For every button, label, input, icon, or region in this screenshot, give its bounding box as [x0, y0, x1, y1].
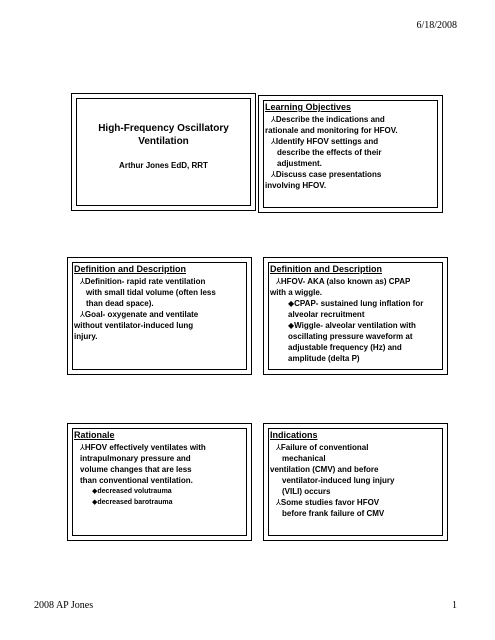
continued-text: injury.: [74, 332, 98, 341]
bullet-text: decreased barotrauma: [97, 499, 173, 506]
continued-text: adjustable frequency (Hz) and: [288, 343, 402, 352]
continued-text: mechanical: [282, 454, 326, 463]
bullet-icon: ⅄: [276, 277, 281, 286]
bullet-icon: ⅄: [80, 310, 85, 319]
continued-text: with a wiggle.: [270, 288, 323, 297]
footer-author-year: 2008 AP Jones: [34, 600, 94, 611]
bullet-icon: ⅄: [271, 170, 276, 179]
slide-heading: Definition and Description: [74, 264, 187, 274]
bullet-icon: ⅄: [271, 115, 276, 124]
bullet-text: decreased volutrauma: [97, 488, 172, 495]
bullet-text: Wiggle- alveolar ventilation with: [294, 321, 416, 330]
slide-heading: Learning Objectives: [265, 102, 352, 112]
slide-heading: Rationale: [74, 430, 115, 440]
diamond-bullet-icon: ◆: [92, 499, 98, 506]
bullet-text: HFOV effectively ventilates with: [84, 443, 206, 452]
bullet-text: Definition- rapid rate ventilation: [84, 277, 206, 286]
continued-text: adjustment.: [277, 159, 322, 168]
header-date: 6/18/2008: [416, 20, 457, 31]
author-name: Arthur Jones EdD, RRT: [119, 161, 208, 170]
continued-text: involving HFOV.: [265, 181, 327, 190]
bullet-icon: ⅄: [271, 137, 276, 146]
continued-text: describe the effects of their: [277, 148, 382, 157]
bullet-text: HFOV- AKA (also known as) CPAP: [280, 277, 411, 286]
bullet-text: Goal- oxygenate and ventilate: [84, 310, 199, 319]
continued-text: before frank failure of CMV: [282, 509, 385, 518]
bullet-icon: ⅄: [80, 443, 85, 452]
continued-text: rationale and monitoring for HFOV.: [265, 126, 398, 135]
bullet-icon: ⅄: [80, 277, 85, 286]
page-number: 1: [452, 600, 457, 611]
continued-text: without ventilator-induced lung: [74, 321, 194, 330]
diamond-bullet-icon: ◆: [92, 488, 98, 495]
slide-rationale: [67, 423, 252, 541]
slide-learning-objectives: [258, 95, 443, 213]
continued-text: (VILI) occurs: [282, 487, 331, 496]
continued-text: alveolar recruitment: [288, 310, 365, 319]
bullet-text: Describe the indications and: [275, 115, 385, 124]
bullet-text: Some studies favor HFOV: [280, 498, 380, 507]
continued-text: volume changes that are less: [80, 465, 192, 474]
slide-heading: Indications: [270, 430, 318, 440]
slide-indications: [263, 423, 448, 541]
continued-text: ventilator-induced lung injury: [282, 476, 395, 485]
bullet-icon: ⅄: [276, 498, 281, 507]
continued-text: than dead space).: [86, 299, 154, 308]
continued-text: oscillating pressure waveform at: [288, 332, 413, 341]
continued-text: amplitude (delta P): [288, 354, 360, 363]
presentation-title-line2: Ventilation: [138, 136, 189, 147]
diamond-bullet-icon: ◆: [288, 321, 295, 330]
continued-text: ventilation (CMV) and before: [270, 465, 379, 474]
bullet-text: Discuss case presentations: [275, 170, 382, 179]
bullet-text: Failure of conventional: [280, 443, 369, 452]
diamond-bullet-icon: ◆: [288, 299, 295, 308]
slide-definition-1: [67, 257, 252, 375]
continued-text: with small tidal volume (often less: [86, 288, 216, 297]
bullet-text: CPAP- sustained lung inflation for: [294, 299, 424, 308]
slide-heading: Definition and Description: [270, 264, 383, 274]
bullet-text: Identify HFOV settings and: [275, 137, 379, 146]
slide-definition-2: [263, 257, 448, 375]
continued-text: intrapulmonary pressure and: [80, 454, 191, 463]
slide-title: [71, 93, 256, 211]
continued-text: than conventional ventilation.: [80, 476, 193, 485]
presentation-title-line1: High-Frequency Oscillatory: [98, 123, 229, 134]
bullet-icon: ⅄: [276, 443, 281, 452]
